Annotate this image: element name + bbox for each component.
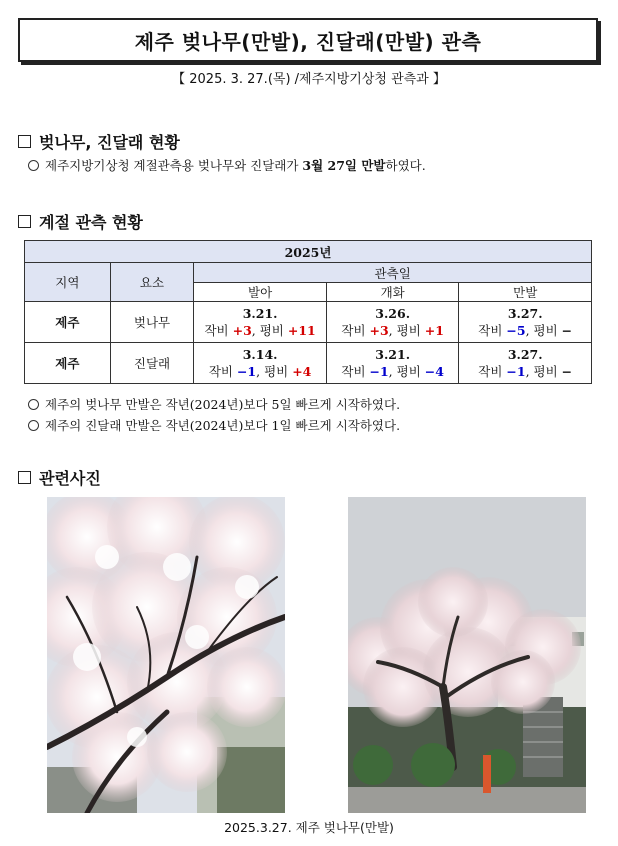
obs-diff [341, 323, 444, 338]
note-text: 제주의 진달래 만발은 작년(2024년)보다 1일 빠르게 시작하였다. [45, 418, 401, 433]
diff-value-prev: +3 [232, 322, 252, 338]
diff-value-norm: +4 [292, 363, 312, 379]
diff-value-prev: −1 [236, 363, 257, 379]
table-year-header: 2025년 [25, 241, 592, 263]
row-element: 진달래 [110, 343, 194, 384]
cherry-tree-building-photo [348, 497, 586, 813]
obs-date: 3.27. [507, 346, 543, 362]
status-text-post: 하였다. [385, 158, 426, 173]
diff-value-norm: +11 [287, 322, 316, 338]
stage-header-full-bloom: 만발 [459, 283, 592, 302]
stage-header-budding: 발아 [194, 283, 327, 302]
circle-bullet-icon [28, 160, 39, 171]
square-bullet-icon [18, 471, 31, 484]
row-region: 제주 [25, 302, 111, 343]
obs-diff [478, 364, 572, 379]
obs-cell [194, 302, 327, 343]
obs-cell [194, 343, 327, 384]
obs-diff [209, 364, 312, 379]
obs-date: 3.27. [507, 305, 543, 321]
col-region-header: 지역 [25, 263, 111, 302]
diff-label-norm: , 평비 [525, 363, 562, 379]
diff-value-norm: +1 [424, 322, 444, 338]
photo-caption: 2025.3.27. 제주 벚나무(만발) [224, 820, 394, 835]
obs-date: 3.26. [375, 305, 411, 321]
diff-label-prev: 작비 [341, 322, 370, 338]
circle-bullet-icon [28, 399, 39, 410]
obs-date: 3.21. [375, 346, 411, 362]
diff-value-prev: −1 [369, 363, 389, 379]
diff-label-prev: 작비 [478, 363, 507, 379]
note-bullet [28, 416, 400, 434]
obs-date: 3.21. [242, 305, 278, 321]
obs-date: 3.14. [242, 346, 278, 362]
byline: 【 2025. 3. 27.(목) /제주지방기상청 관측과 】 [172, 72, 446, 87]
note-bullet [28, 395, 400, 413]
diff-label-norm: , 평비 [251, 322, 288, 338]
col-obsdate-header: 관측일 [194, 263, 592, 283]
section-heading-text: 벚나무, 진달래 현황 [39, 133, 180, 152]
status-text-pre: 제주지방기상청 계절관측용 벚나무와 진달래가 [45, 158, 303, 173]
diff-label-norm: , 평비 [525, 322, 562, 338]
section-heading-observation [18, 210, 143, 233]
circle-bullet-icon [28, 420, 39, 431]
diff-value-prev: −1 [506, 363, 526, 379]
note-text: 제주의 벚나무 만발은 작년(2024년)보다 5일 빠르게 시작하였다. [45, 397, 401, 412]
obs-diff [341, 364, 444, 379]
diff-label-norm: , 평비 [256, 363, 293, 379]
row-region: 제주 [25, 343, 111, 384]
diff-value-norm: − [561, 322, 573, 338]
document-title [18, 18, 598, 62]
section-heading-photos [18, 466, 101, 489]
section-heading-text: 계절 관측 현황 [39, 213, 143, 232]
diff-value-norm: − [561, 363, 573, 379]
diff-label-norm: , 평비 [388, 322, 425, 338]
col-element-header: 요소 [110, 263, 194, 302]
status-text [45, 156, 426, 174]
stage-header-flowering: 개화 [326, 283, 459, 302]
obs-cell [459, 302, 592, 343]
diff-value-prev: +3 [369, 322, 389, 338]
diff-value-prev: −5 [506, 322, 526, 338]
diff-label-norm: , 평비 [388, 363, 425, 379]
row-element: 벚나무 [110, 302, 194, 343]
table-row [25, 343, 592, 384]
section-heading-status [18, 130, 180, 153]
obs-diff [478, 323, 572, 338]
obs-cell [459, 343, 592, 384]
obs-cell [326, 302, 459, 343]
diff-label-prev: 작비 [204, 322, 233, 338]
diff-label-prev: 작비 [208, 363, 237, 379]
square-bullet-icon [18, 215, 31, 228]
obs-diff [204, 323, 315, 338]
status-bullet [28, 156, 426, 174]
status-text-bold: 3월 27일 만발 [302, 158, 386, 173]
section-heading-text: 관련사진 [39, 469, 101, 488]
square-bullet-icon [18, 135, 31, 148]
document-title-text: 제주 벚나무(만발), 진달래(만발) 관측 [134, 29, 482, 54]
diff-label-prev: 작비 [478, 322, 507, 338]
diff-value-norm: −4 [424, 363, 444, 379]
obs-cell [326, 343, 459, 384]
diff-label-prev: 작비 [341, 363, 370, 379]
observation-table [24, 240, 592, 384]
table-row [25, 302, 592, 343]
cherry-blossom-closeup-photo [47, 497, 285, 813]
